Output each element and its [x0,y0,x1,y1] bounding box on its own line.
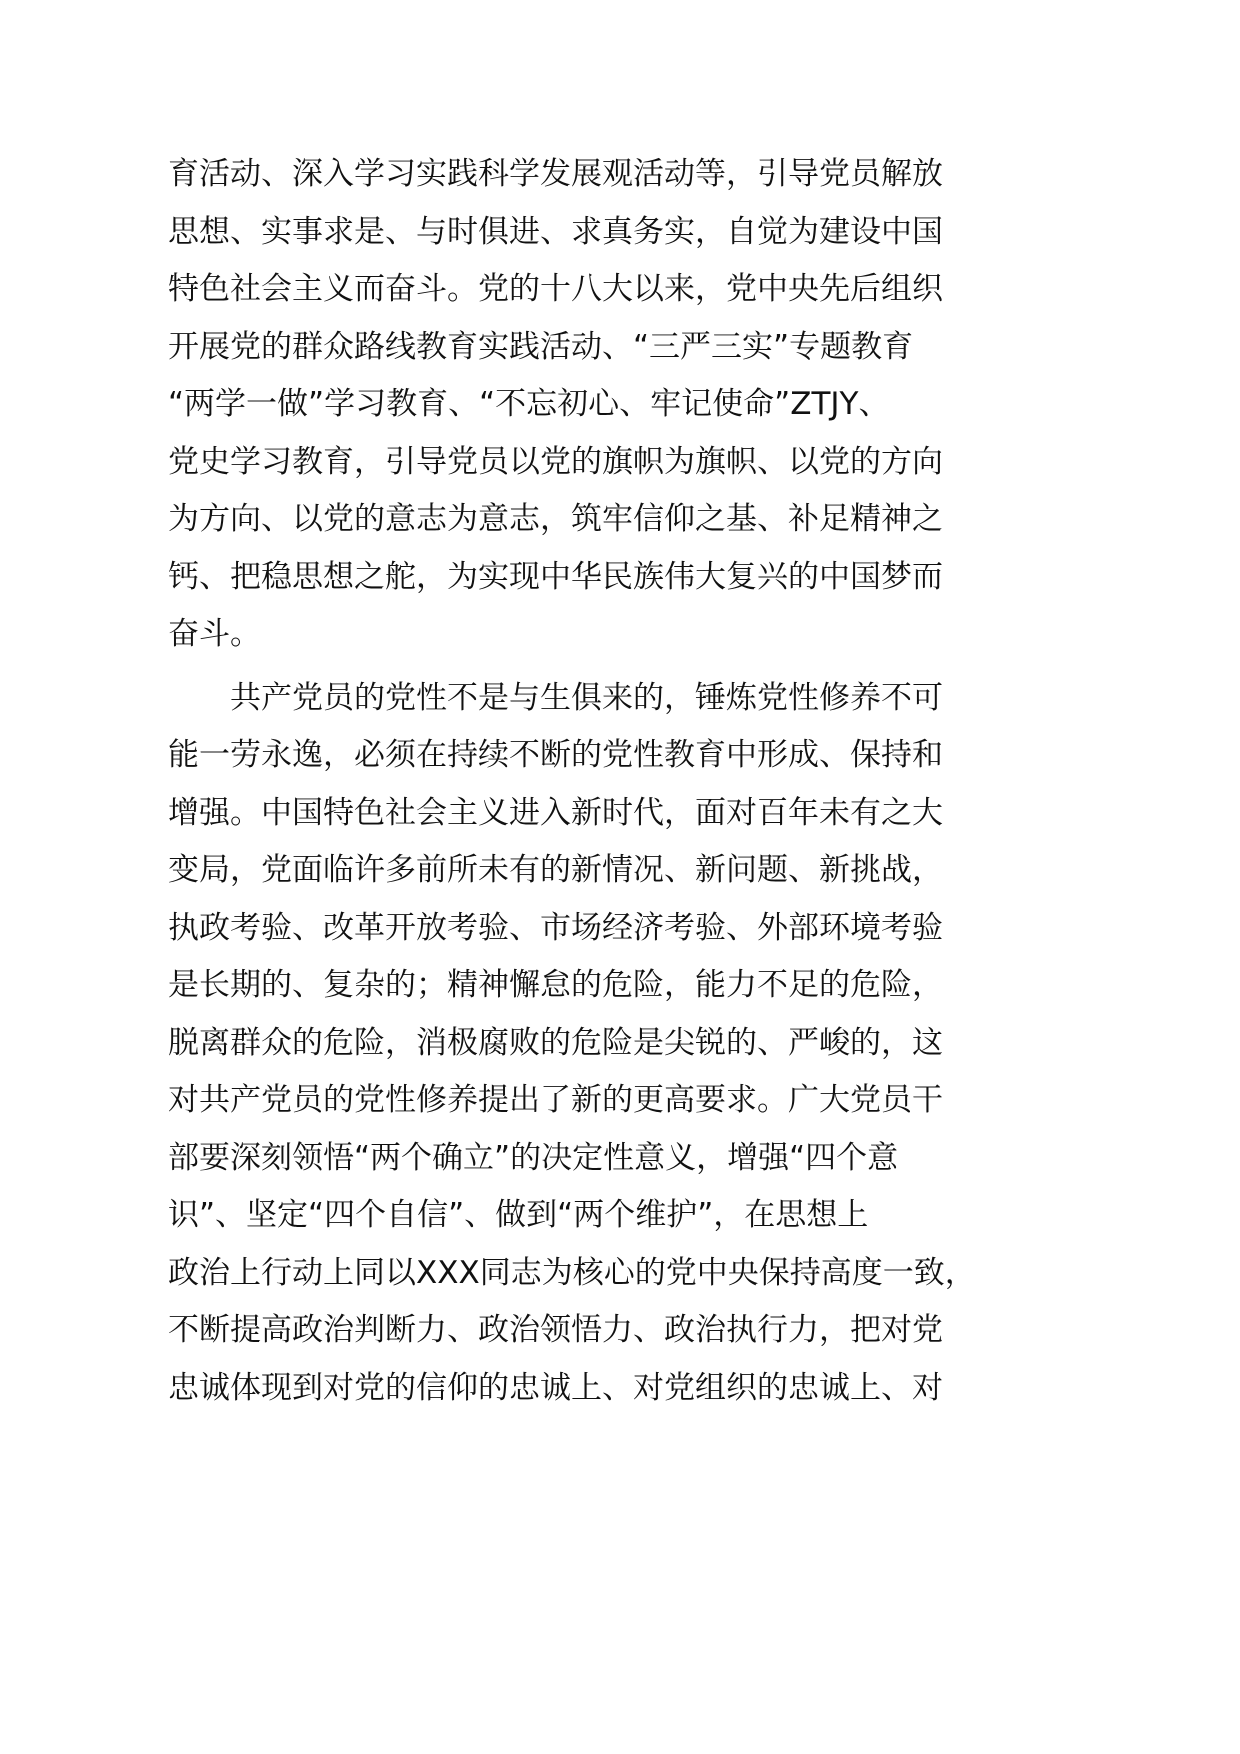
body-text [168,146,976,1417]
text-line: 开展党的群众路线教育实践活动、“三严三实”专题教育 [168,328,914,365]
text-line: 特色社会主义而奋斗。党的十八大以来，党中央先后组织 [168,271,943,307]
text-line: 识”、坚定“四个自信”、做到“两个维护”，在思想上 [168,1197,869,1233]
text-line: 执政考验、改革开放考验、市场经济考验、外部环境考验 [168,909,943,946]
paragraph-1 [168,146,968,664]
text-line: “两学一做”学习教育、“不忘初心、牢记使命”ZTJY、 [168,386,890,422]
text-line: 为方向、以党的意志为意志，筑牢信仰之基、补足精神之 [168,501,943,537]
text-line: 奋斗。 [168,616,261,652]
text-line: 对共产党员的党性修养提出了新的更高要求。广大党员干 [168,1082,943,1118]
text-line: 不断提高政治判断力、政治领悟力、政治执行力，把对党 [168,1312,943,1348]
text-line: 钙、把稳思想之舵，为实现中华民族伟大复兴的中国梦而 [168,558,943,595]
text-line: 思想、实事求是、与时俱进、求真务实，自觉为建设中国 [168,213,943,250]
text-line: 育活动、深入学习实践科学发展观活动等，引导党员解放 [168,156,943,192]
text-line: 增强。中国特色社会主义进入新时代，面对百年未有之大 [168,794,943,831]
text-line: 变局，党面临许多前所未有的新情况、新问题、新挑战， [168,852,943,888]
text-line: 部要深刻领悟“两个确立”的决定性意义，增强“四个意 [168,1139,899,1176]
text-line: 政治上行动上同以XXX同志为核心的党中央保持高度一致， [168,1254,976,1291]
paragraph-2 [168,670,976,1418]
text-line: 是长期的、复杂的；精神懈怠的危险，能力不足的危险， [168,967,943,1003]
text-line: 共产党员的党性不是与生俱来的，锤炼党性修养不可 [230,679,943,716]
text-line: 忠诚体现到对党的信仰的忠诚上、对党组织的忠诚上、对 [168,1369,943,1406]
text-line: 党史学习教育，引导党员以党的旗帜为旗帜、以党的方向 [168,443,943,480]
text-line: 脱离群众的危险，消极腐败的危险是尖锐的、严峻的，这 [168,1024,943,1061]
text-line: 能一劳永逸，必须在持续不断的党性教育中形成、保持和 [168,737,943,773]
